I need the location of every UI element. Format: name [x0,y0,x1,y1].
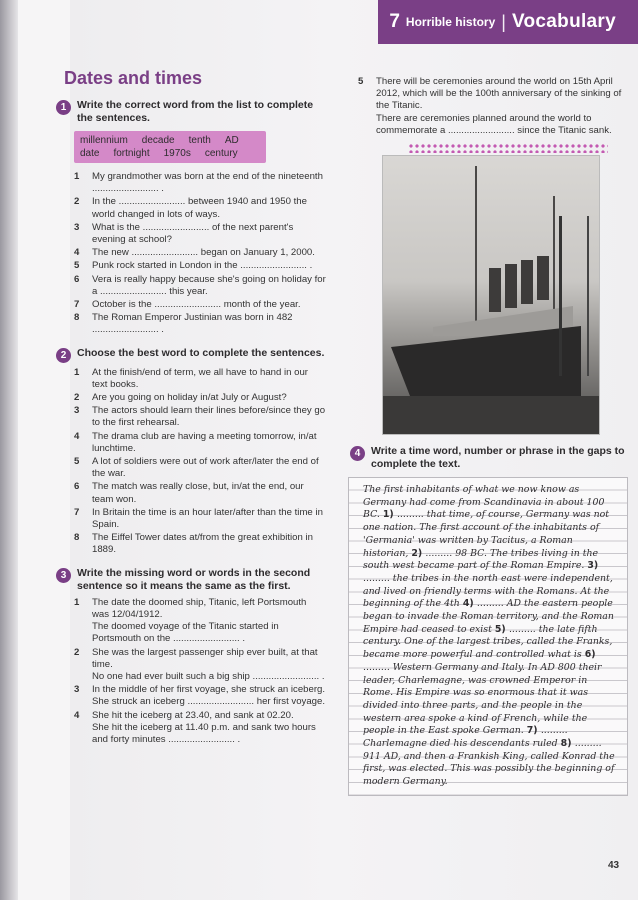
unit-number: 7 [389,11,400,32]
text-segment: ......... that time, of course, Germany was not one nation. The first account of the inhabitants of 'Germania' was written by Tacitus, a Roman historian, [363,509,610,559]
text-segment: ......... 911 AD, and then a Frankish King, called Konrad the first, was elected. This was possibly the beginning of modern Germany. [363,738,615,788]
right-column [354,76,626,796]
list-item [74,247,326,259]
text-segment: The first inhabitants of what we now know as Germany had come from Scandinavia in about 100 BC. [363,484,605,521]
gap-number: 8) [560,738,575,750]
book-binding [0,0,18,900]
word-box-row [80,147,260,160]
item-second-sentence: There are ceremonies planned around the world to commemorate a ......................... since the Titanic sank. [376,112,612,136]
item-number: 7 [74,299,80,311]
item-number: 3 [74,405,80,417]
item-first-sentence: She hit the iceberg at 23.40, and sank at 02.20. [92,709,294,721]
exercise-3-items [74,597,326,746]
item-text: At the finish/end of term, we all have to hand in our text books. [92,366,308,390]
item-number: 7 [74,506,80,518]
item-number: 4 [74,709,80,721]
item-text [92,710,326,747]
gap-number: 5) [494,623,509,635]
text-segment: ......... Western Germany and Italy. In AD 800 their leader, Charlemagne, was crowned Emperor in Rome. His Empire was so enormous that it was divided into three parts, and the people in the western area spoke a kind of French, while the people in the East spoke German. [363,661,602,737]
item-number: 5 [74,260,80,272]
gap-number: 6) [584,649,596,661]
item-text [376,76,626,137]
list-item [74,274,326,298]
item-first-sentence: In the middle of her first voyage, she struck an iceberg. [92,684,326,696]
water [383,396,599,435]
item-text: The new ......................... began on January 1, 2000. [92,247,315,259]
word-option: tenth [188,135,211,146]
dock-crane [559,216,589,376]
exercise-number-badge: 4 [350,446,365,461]
list-item [74,507,326,531]
item-number: 1 [74,171,80,182]
list-item [74,481,326,505]
list-item [358,76,626,137]
section-title: Vocabulary [511,11,616,32]
list-item [74,222,326,246]
item-number: 5 [358,76,364,87]
item-second-sentence: She struck an iceberg ......................... her first voyage. [92,696,326,708]
item-text: What is the ......................... of the next parent's evening at school? [92,221,294,246]
word-option: AD [224,135,239,146]
list-item [74,710,326,747]
exercise-number-badge: 1 [56,100,71,115]
unit-header-banner [378,0,638,44]
page-number: 43 [608,860,620,871]
text-segment: ......... the tribes in the north east were independent, and lived on friendly terms with the Romans. At the beginning of the 4th [363,572,613,610]
exercise-2 [60,346,326,557]
exercise-4-header [350,445,626,471]
unit-name: Horrible history [405,15,496,29]
item-number: 3 [74,684,80,696]
exercise-1 [60,99,326,337]
item-number: 2 [74,196,80,208]
list-item [74,171,326,195]
item-first-sentence: There will be ceremonies around the world on 15th April 2012, which will be the 100th anniversary of the sinking of the Titanic. [376,76,622,112]
word-option: decade [141,135,175,146]
text-segment: ......... 98 BC. The tribes living in the south west became part of the Roman Empire. [363,547,599,572]
word-option: fortnight [113,148,150,159]
exercise-4 [354,445,626,796]
item-text [92,647,326,684]
exercise-instruction: Write the missing word or words in the second sentence so it means the same as the first. [77,566,311,592]
ship-mast [475,166,477,331]
exercise-number-badge: 3 [56,568,71,583]
word-option: century [204,148,238,159]
item-text [92,597,326,646]
word-option: 1970s [163,148,191,159]
gap-number: 4) [462,598,477,610]
item-number: 6 [74,273,80,285]
item-second-sentence: The doomed voyage of the Titanic started in Portsmouth on the ......................... . [92,621,279,645]
item-text: The Roman Emperor Justinian was born in 482 ......................... . [92,312,293,336]
exercise-1-header [56,99,326,125]
item-text: The actors should learn their lines before/since they go to the first rehearsal. [92,405,326,429]
text-segment: ......... AD the eastern people began to invade the Roman territory, and the Roman Empire had ceased to exist [363,598,614,635]
page-title: Dates and times [64,68,203,88]
list-item [74,684,326,708]
ship-funnel [537,256,549,300]
item-text: October is the ......................... month of the year. [92,299,301,311]
word-box-row [80,134,260,147]
item-number: 8 [74,312,80,324]
item-number: 1 [74,366,80,378]
gap-number: 3) [587,560,599,572]
item-number: 2 [74,646,80,658]
item-text: My grandmother was born at the end of the nineteenth ......................... . [92,171,323,195]
list-item [74,456,326,480]
list-item [74,431,326,455]
word-option: date [80,148,100,159]
exercise-1-items [74,171,326,337]
item-number: 3 [74,221,80,233]
decorative-dots [408,143,608,153]
text-segment: ......... the late fifth century. One of the largest tribes, called the Franks, became more powerful and controlled what is [363,623,613,661]
list-item [74,392,326,404]
exercise-3-continued [358,76,626,137]
exercise-instruction: Write the correct word from the list to complete the sentences. [77,99,314,124]
ship-hull [391,326,581,396]
list-item [74,647,326,684]
item-number: 4 [74,430,80,442]
header-separator: | [501,11,506,32]
titanic-photo [382,155,600,435]
item-first-sentence: The date the doomed ship, Titanic, left Portsmouth was 12/04/1912. [92,596,307,620]
list-item [74,367,326,391]
item-second-sentence: She hit the iceberg at 11.40 p.m. and sank two hours and forty minutes ......................... . [92,721,316,745]
ship-mast [553,196,555,316]
item-text: Punk rock started in London in the ......................... . [92,260,313,272]
gap-number: 1) [382,509,397,521]
item-text [92,684,326,708]
item-text: In the ......................... between 1940 and 1950 the world changed in lots of ways. [92,196,307,220]
exercise-number-badge: 2 [56,348,71,363]
item-first-sentence: She was the largest passenger ship ever built, at that time. [92,646,318,670]
exercise-2-header [56,347,326,363]
item-number: 6 [74,481,80,493]
item-second-sentence: No one had ever built such a big ship ......................... . [92,670,325,682]
gap-number: 7) [526,725,541,737]
list-item [74,260,326,272]
item-text: The Eiffel Tower dates at/from the great exhibition in 1889. [92,532,313,556]
ship-funnel [489,268,501,312]
item-number: 8 [74,532,80,544]
item-number: 1 [74,596,80,608]
list-item [74,299,326,311]
left-column [60,68,326,747]
exercise-3-header [56,567,326,593]
item-number: 4 [74,247,80,259]
item-text: The match was really close, but, in/at the end, our team won. [92,481,304,505]
item-number: 5 [74,456,80,468]
ship-funnel [521,260,533,304]
exercise-instruction: Write a time word, number or phrase in the gaps to complete the text. [371,445,625,471]
word-box [74,131,266,163]
item-text: Vera is really happy because she's going on holiday for a ......................... this year. [92,273,326,297]
item-text: In Britain the time is an hour later/after than the time in Spain. [92,506,323,531]
exercise-2-items [74,367,326,557]
item-text: A lot of soldiers were out of work after/later the end of the war. [92,456,319,480]
exercise-instruction: Choose the best word to complete the sentences. [77,346,325,359]
item-number: 2 [74,392,80,404]
list-item [74,597,326,646]
list-item [74,312,326,336]
handwritten-text-box [348,477,628,796]
list-item [74,196,326,220]
exercise-3 [60,566,326,746]
list-item [74,532,326,556]
gap-number: 2) [411,547,426,559]
ship-funnel [505,264,517,308]
text-segment: ......... Charlemagne died his descendants ruled [363,725,568,750]
item-text: Are you going on holiday in/at July or August? [92,392,287,404]
list-item [74,405,326,429]
item-text: The drama club are having a meeting tomorrow, in/at lunchtime. [92,430,317,454]
word-option: millennium [80,135,128,146]
